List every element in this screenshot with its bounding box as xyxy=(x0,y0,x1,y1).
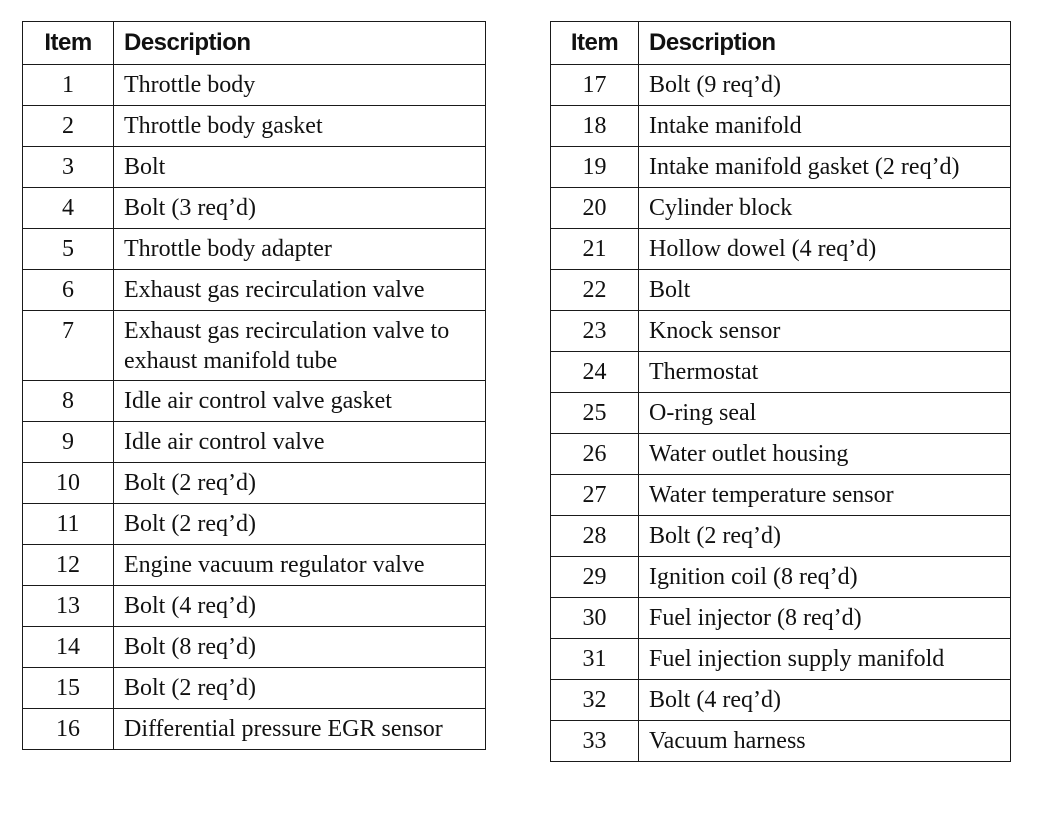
item-number: 15 xyxy=(23,668,114,709)
header-row xyxy=(551,22,1011,65)
item-description: Engine vacuum regulator valve xyxy=(114,545,486,586)
item-description: Bolt (4 req’d) xyxy=(639,680,1011,721)
item-number: 30 xyxy=(551,598,639,639)
item-number: 5 xyxy=(23,229,114,270)
item-number: 18 xyxy=(551,106,639,147)
item-description: Throttle body adapter xyxy=(114,229,486,270)
item-description: Ignition coil (8 req’d) xyxy=(639,557,1011,598)
item-description: Bolt xyxy=(114,147,486,188)
item-description: Bolt (3 req’d) xyxy=(114,188,486,229)
table-row xyxy=(551,106,1011,147)
table-row xyxy=(23,311,486,381)
item-number: 7 xyxy=(23,311,114,381)
item-number: 13 xyxy=(23,586,114,627)
table-row xyxy=(551,639,1011,680)
table-row xyxy=(23,188,486,229)
table-row xyxy=(23,106,486,147)
item-description: Hollow dowel (4 req’d) xyxy=(639,229,1011,270)
item-number: 20 xyxy=(551,188,639,229)
table-row xyxy=(23,668,486,709)
item-description: Exhaust gas recirculation valve xyxy=(114,270,486,311)
item-description: Intake manifold gasket (2 req’d) xyxy=(639,147,1011,188)
table-row xyxy=(551,680,1011,721)
table-row xyxy=(23,545,486,586)
table-row xyxy=(551,270,1011,311)
item-description: Throttle body gasket xyxy=(114,106,486,147)
table-row xyxy=(23,147,486,188)
item-number: 27 xyxy=(551,475,639,516)
description-header: Description xyxy=(114,22,486,65)
item-description: Water outlet housing xyxy=(639,434,1011,475)
table-row xyxy=(23,229,486,270)
table-row xyxy=(551,516,1011,557)
item-header: Item xyxy=(551,22,639,65)
item-description: Throttle body xyxy=(114,65,486,106)
item-description: Fuel injector (8 req’d) xyxy=(639,598,1011,639)
table-row xyxy=(23,504,486,545)
table-row xyxy=(23,463,486,504)
item-description: Intake manifold xyxy=(639,106,1011,147)
item-number: 19 xyxy=(551,147,639,188)
item-description: Exhaust gas recirculation valve to exhaust manifold tube xyxy=(114,311,486,381)
item-description: Bolt xyxy=(639,270,1011,311)
table-row xyxy=(551,65,1011,106)
item-description: Idle air control valve gasket xyxy=(114,381,486,422)
item-description: Bolt (8 req’d) xyxy=(114,627,486,668)
table-row xyxy=(551,188,1011,229)
table-row xyxy=(551,475,1011,516)
table-row xyxy=(23,586,486,627)
item-number: 24 xyxy=(551,352,639,393)
table-row xyxy=(551,557,1011,598)
item-description: Differential pressure EGR sensor xyxy=(114,709,486,750)
item-number: 25 xyxy=(551,393,639,434)
item-number: 28 xyxy=(551,516,639,557)
table-row xyxy=(551,229,1011,270)
item-number: 1 xyxy=(23,65,114,106)
table-row xyxy=(551,598,1011,639)
parts-rows-left xyxy=(23,65,486,750)
table-row xyxy=(23,65,486,106)
item-number: 22 xyxy=(551,270,639,311)
item-number: 21 xyxy=(551,229,639,270)
item-description: O-ring seal xyxy=(639,393,1011,434)
item-description: Water temperature sensor xyxy=(639,475,1011,516)
item-description: Vacuum harness xyxy=(639,721,1011,762)
item-description: Thermostat xyxy=(639,352,1011,393)
item-number: 3 xyxy=(23,147,114,188)
item-description: Cylinder block xyxy=(639,188,1011,229)
parts-rows-right xyxy=(551,65,1011,762)
item-number: 31 xyxy=(551,639,639,680)
item-description: Idle air control valve xyxy=(114,422,486,463)
table-row xyxy=(23,270,486,311)
item-number: 23 xyxy=(551,311,639,352)
item-description: Bolt (9 req’d) xyxy=(639,65,1011,106)
item-number: 32 xyxy=(551,680,639,721)
item-description: Bolt (2 req’d) xyxy=(114,504,486,545)
item-description: Bolt (2 req’d) xyxy=(639,516,1011,557)
item-description: Knock sensor xyxy=(639,311,1011,352)
table-row xyxy=(551,311,1011,352)
item-number: 2 xyxy=(23,106,114,147)
description-header: Description xyxy=(639,22,1011,65)
item-number: 4 xyxy=(23,188,114,229)
item-number: 6 xyxy=(23,270,114,311)
item-number: 16 xyxy=(23,709,114,750)
item-number: 29 xyxy=(551,557,639,598)
item-number: 9 xyxy=(23,422,114,463)
table-row xyxy=(23,381,486,422)
table-row xyxy=(551,352,1011,393)
item-number: 10 xyxy=(23,463,114,504)
item-number: 26 xyxy=(551,434,639,475)
table-row xyxy=(551,393,1011,434)
table-row xyxy=(551,434,1011,475)
parts-table-right xyxy=(550,21,1011,762)
item-number: 8 xyxy=(23,381,114,422)
item-number: 14 xyxy=(23,627,114,668)
table-row xyxy=(23,709,486,750)
table-row xyxy=(23,422,486,463)
item-description: Bolt (2 req’d) xyxy=(114,668,486,709)
item-number: 17 xyxy=(551,65,639,106)
item-description: Bolt (4 req’d) xyxy=(114,586,486,627)
parts-table-left xyxy=(22,21,486,750)
table-row xyxy=(23,627,486,668)
item-number: 11 xyxy=(23,504,114,545)
item-description: Bolt (2 req’d) xyxy=(114,463,486,504)
table-row xyxy=(551,147,1011,188)
header-row xyxy=(23,22,486,65)
table-row xyxy=(551,721,1011,762)
item-number: 33 xyxy=(551,721,639,762)
item-description: Fuel injection supply manifold xyxy=(639,639,1011,680)
item-number: 12 xyxy=(23,545,114,586)
item-header: Item xyxy=(23,22,114,65)
